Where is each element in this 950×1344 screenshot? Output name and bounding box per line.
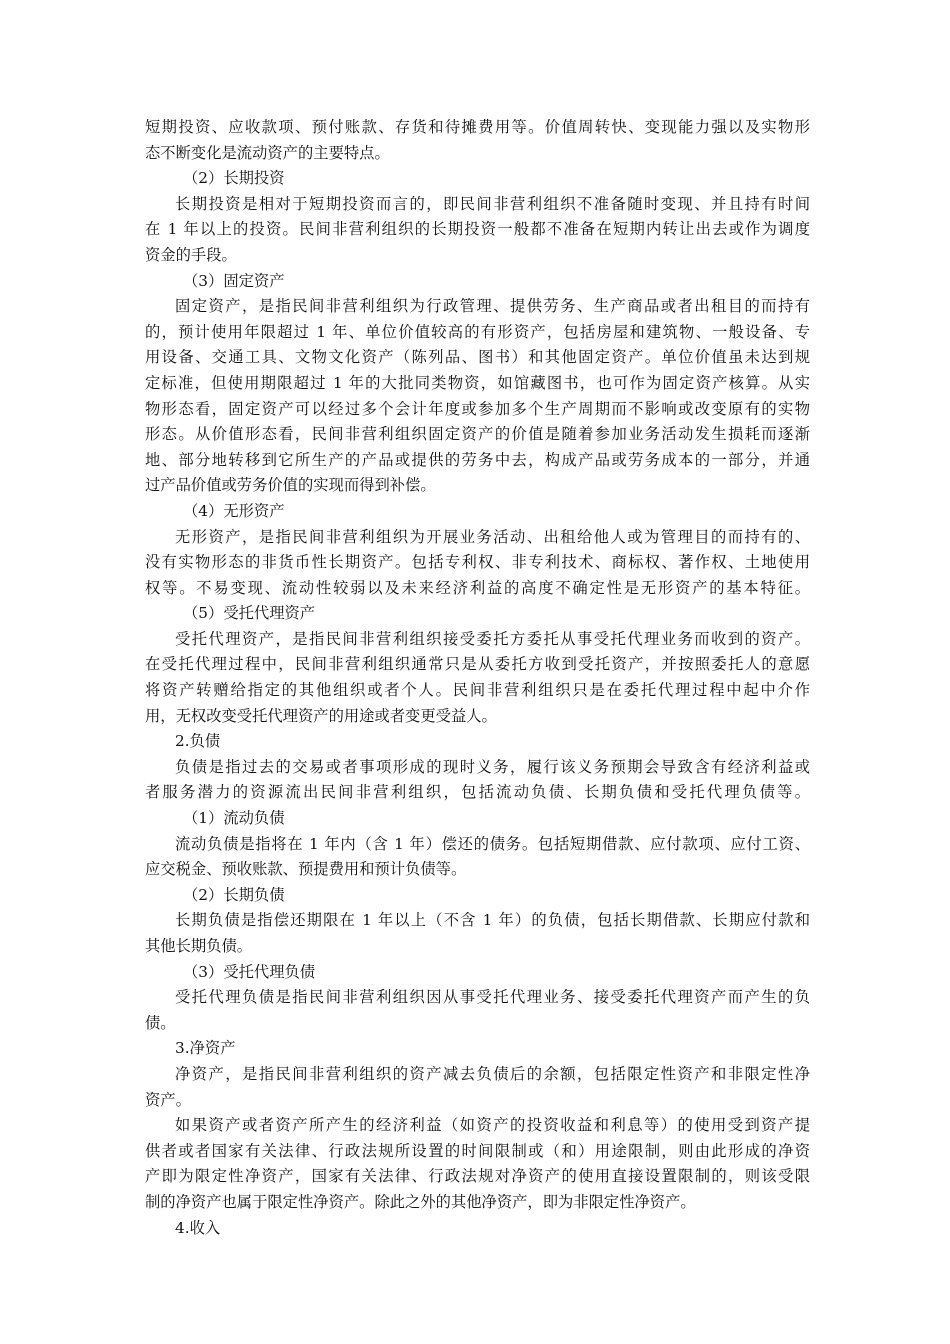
paragraph-first-line: 如果资产或者资产所产生的经济利益（如资产的投资收益和利息等）的使用受到资产提	[175, 1116, 810, 1135]
subsection-heading: （4）无形资产	[183, 501, 285, 520]
subsection-heading: （2）长期负债	[183, 885, 285, 904]
paragraph-line: 者服务潜力的资源流出民间非营利组织，包括流动负债、长期负债和受托代理负债等。	[145, 783, 810, 802]
paragraph-line: 过产品价值或劳务价值的实现而得到补偿。	[145, 476, 436, 495]
paragraph-line: 短期投资、应收款项、预付账款、存货和待摊费用等。价值周转快、变现能力强以及实物形	[145, 118, 810, 136]
paragraph-line: 制的净资产也属于限定性净资产。除此之外的其他净资产，即为非限定性净资产。	[145, 1192, 696, 1211]
subsection-heading: （2）长期投资	[183, 169, 285, 188]
subsection-heading: （3）受托代理负债	[183, 962, 316, 981]
paragraph-line: 供者或者国家有关法律、行政法规所设置的时间限制或（和）用途限制，则由此形成的净资	[145, 1141, 810, 1160]
paragraph-first-line: 负债是指过去的交易或者事项形成的现时义务，履行该义务预期会导致含有经济利益或	[175, 757, 810, 776]
section-heading: 4.收入	[175, 1218, 221, 1237]
paragraph-line: 在受托代理过程中，民间非营利组织通常只是从委托方收到受托资产，并按照委托人的意愿	[145, 655, 810, 674]
paragraph-line: 态不断变化是流动资产的主要特点。	[145, 143, 390, 162]
paragraph-first-line: 无形资产，是指民间非营利组织为开展业务活动、出租给他人或为管理目的而持有的、	[175, 527, 810, 546]
paragraph-line: 其他长期负债。	[145, 937, 253, 955]
paragraph-line: 形态。从价值形态看，民间非营利组织固定资产的价值是随着参加业务活动发生损耗而逐渐	[145, 425, 810, 444]
subsection-heading: （1）流动负债	[183, 809, 285, 828]
section-heading: 2.负债	[175, 732, 221, 751]
subsection-heading: （5）受托代理资产	[183, 604, 316, 623]
paragraph-line: 资产。	[145, 1090, 191, 1109]
paragraph-line: 地、部分地转移到它所生产的产品或提供的劳务中去，构成产品或劳务成本的一部分，并通	[145, 450, 810, 469]
paragraph-first-line: 净资产，是指民间非营利组织的资产减去负债后的余额，包括限定性资产和非限定性净	[175, 1064, 810, 1083]
paragraph-line: 定标准，但使用期限超过 1 年的大批同类物资，如馆藏图书，也可作为固定资产核算。从实	[145, 373, 810, 392]
paragraph-line: 的，预计使用年限超过 1 年、单位价值较高的有形资产，包括房屋和建筑物、一般设备、专	[145, 322, 810, 341]
paragraph-line: 债。	[145, 1013, 176, 1032]
paragraph-line: 用，无权改变受托代理资产的用途或者变更受益人。	[145, 706, 497, 725]
paragraph-line: 权等。不易变现、流动性较弱以及未来经济利益的高度不确定性是无形资产的基本特征。	[145, 578, 810, 597]
paragraph-line: 资金的手段。	[145, 245, 237, 264]
document-page	[145, 115, 810, 1241]
paragraph-line: 物形态看，固定资产可以经过多个会计年度或参加多个生产周期而不影响或改变原有的实物	[145, 399, 810, 418]
paragraph-first-line: 长期负债是指偿还期限在 1 年以上（不含 1 年）的负债，包括长期借款、长期应付款和	[175, 911, 810, 930]
paragraph-line: 用设备、交通工具、文物文化资产（陈列品、图书）和其他固定资产。单位价值虽未达到规	[145, 348, 810, 367]
paragraph-first-line: 流动负债是指将在 1 年内（含 1 年）偿还的债务。包括短期借款、应付款项、应付工资、	[175, 834, 810, 853]
paragraph-line: 产即为限定性净资产，国家有关法律、行政法规对净资产的使用直接设置限制的，则该受限	[145, 1167, 810, 1186]
paragraph-first-line: 受托代理资产，是指民间非营利组织接受委托方委托从事受托代理业务而收到的资产。	[175, 629, 810, 648]
paragraph-line: 没有实物形态的非货币性长期资产。包括专利权、非专利技术、商标权、著作权、土地使用	[145, 553, 810, 572]
paragraph-first-line: 受托代理负债是指民间非营利组织因从事受托代理业务、接受委托代理资产而产生的负	[175, 988, 810, 1007]
paragraph-line: 应交税金、预收账款、预提费用和预计负债等。	[145, 860, 467, 879]
paragraph-line: 在 1 年以上的投资。民间非营利组织的长期投资一般都不准备在短期内转让出去或作为调度	[145, 220, 810, 239]
paragraph-line: 将资产转赠给指定的其他组织或者个人。民间非营利组织只是在委托代理过程中起中介作	[145, 681, 810, 700]
paragraph-first-line: 固定资产，是指民间非营利组织为行政管理、提供劳务、生产商品或者出租目的而持有	[175, 297, 810, 316]
section-heading: 3.净资产	[175, 1039, 236, 1058]
subsection-heading: （3）固定资产	[183, 271, 285, 290]
paragraph-first-line: 长期投资是相对于短期投资而言的，即民间非营利组织不准备随时变现、并且持有时间	[175, 194, 810, 213]
